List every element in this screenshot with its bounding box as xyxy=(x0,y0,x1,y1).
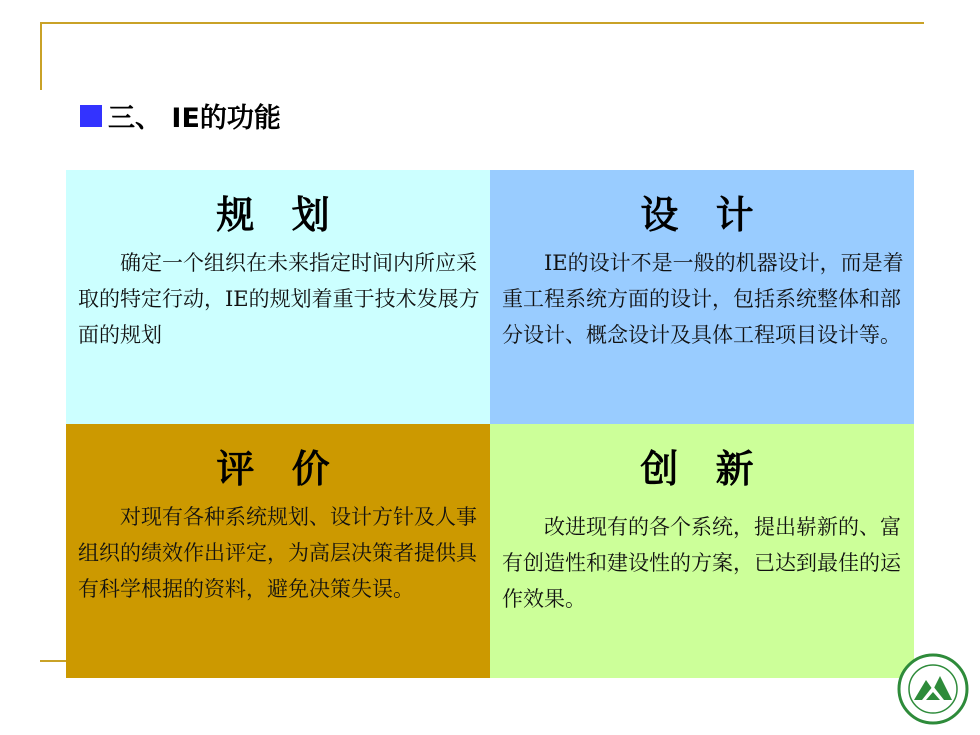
cell-body: 确定一个组织在未来指定时间内所应采取的特定行动，IE的规划着重于技术发展方面的规划 xyxy=(78,251,480,347)
cell-innovation xyxy=(490,424,914,678)
cell-body: IE的设计不是一般的机器设计，而是着重工程系统方面的设计，包括系统整体和部分设计、概念设计及具体工程项目设计等。 xyxy=(502,251,904,347)
frame-left-line xyxy=(40,22,42,90)
cell-body: 对现有各种系统规划、设计方针及人事组织的绩效作出评定，为高层决策者提供具有科学根据的资料，避免决策失误。 xyxy=(78,505,477,601)
function-grid xyxy=(66,170,914,678)
square-bullet-icon xyxy=(80,105,102,127)
frame-top-line xyxy=(40,22,924,24)
cell-body: 改进现有的各个系统，提出崭新的、富有创造性和建设性的方案，已达到最佳的运作效果。 xyxy=(502,515,901,611)
cell-title: 创 新 xyxy=(640,447,766,491)
cell-planning xyxy=(66,170,490,424)
cell-title: 评 价 xyxy=(216,447,342,491)
cell-evaluation xyxy=(66,424,490,678)
cell-design xyxy=(490,170,914,424)
slide-heading xyxy=(80,96,281,135)
heading-text: 三、 IE的功能 xyxy=(108,103,281,134)
cell-title: 规 划 xyxy=(216,193,342,237)
cell-title: 设 计 xyxy=(640,193,766,237)
university-seal-icon xyxy=(896,652,970,726)
